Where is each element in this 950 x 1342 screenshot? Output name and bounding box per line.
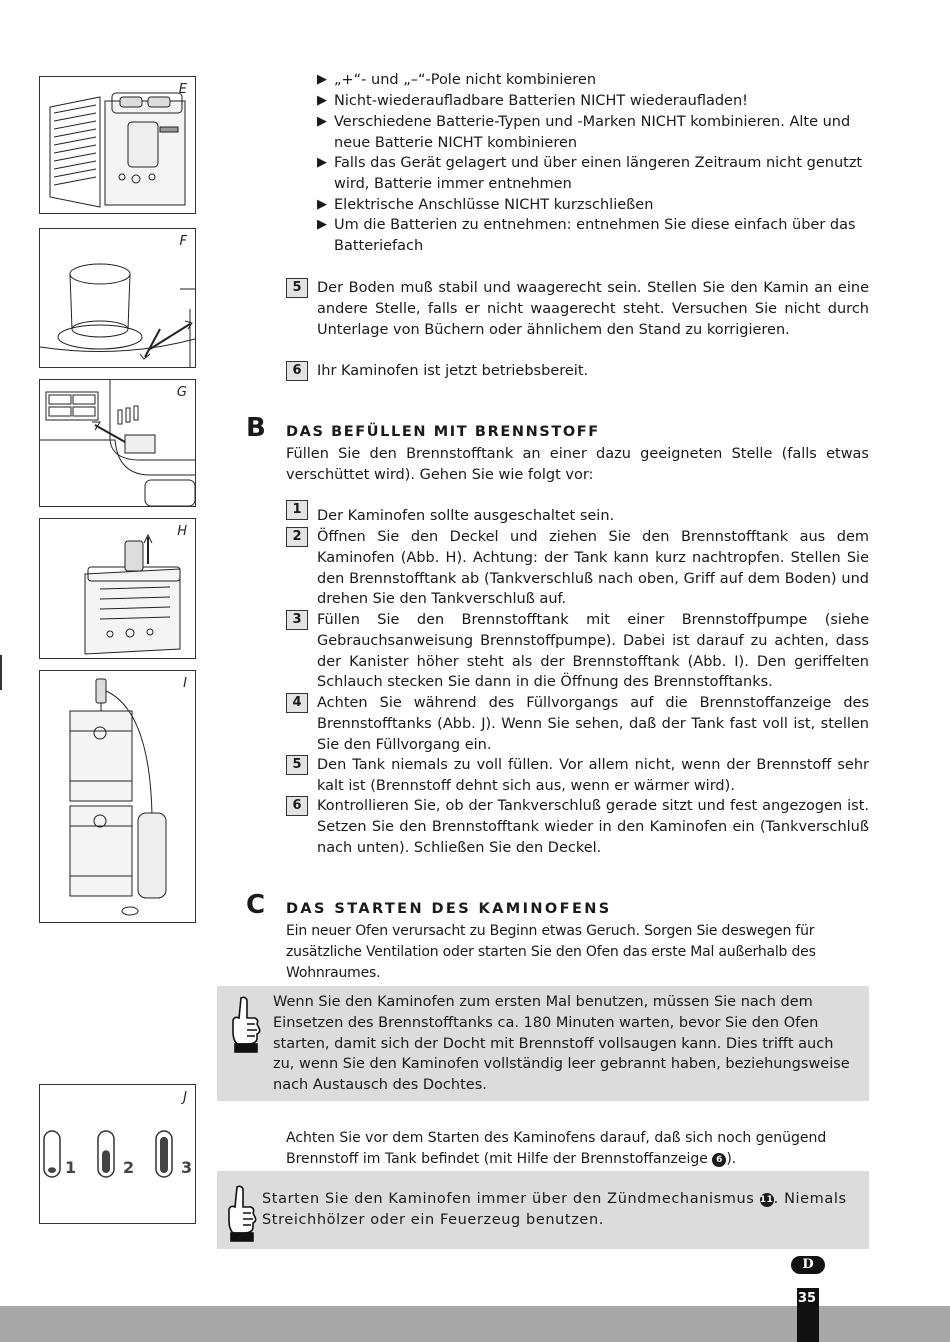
arrow-bullet-icon: ▶	[317, 217, 327, 232]
step-number: 5	[286, 278, 308, 298]
warning-item: ▶ Falls das Gerät gelagert und über einen längeren Zeitraum nicht genutzt wird, Batterie immer entnehmen	[317, 155, 863, 192]
section-letter-c: C	[246, 890, 266, 920]
figure-g	[39, 379, 196, 507]
section-title-b: DAS BEFÜLLEN MIT BRENNSTOFF	[286, 424, 600, 440]
arrow-bullet-icon: ▶	[317, 93, 327, 108]
arrow-bullet-icon: ▶	[317, 114, 327, 129]
figure-label: I	[183, 676, 187, 691]
fuel-gauge-2-fill	[102, 1150, 110, 1173]
figure-h	[39, 518, 196, 659]
pointing-hand-icon	[227, 994, 265, 1056]
step-item	[286, 361, 869, 382]
gauge-number-3: 3	[181, 1158, 193, 1177]
language-badge: D	[791, 1256, 825, 1274]
step-text: Achten Sie während des Füllvorgangs auf die Brennstoffanzeige des Brennstofftanks (Abb. J). Wenn Sie sehen, daß der Tank fast voll ist, stellen Sie den Füllvorgang ein.	[317, 695, 869, 753]
step-item	[286, 755, 869, 797]
fuel-gauge-illustration	[40, 1085, 195, 1223]
gauge-number-2: 2	[123, 1158, 135, 1177]
figure-label: J	[183, 1090, 187, 1105]
arrow-bullet-icon: ▶	[317, 197, 327, 212]
step-text: Der Boden muß stabil und waagerecht sein. Stellen Sie den Kamin an eine andere Stelle, falls er nicht waagerecht steht. Versuchen Sie nicht durch Unterlage von Büchern oder ähnlichem den Stand zu korrigieren.	[317, 280, 869, 338]
step-text: Öffnen Sie den Deckel und ziehen Sie den Brennstofftank aus dem Kaminofen (Abb. H). Achtung: der Tank kann kurz nachtropfen. Stellen Sie den Brennstofftank ab (Tankverschluß nach oben, Griff auf dem Boden) und drehen Sie den Tankverschluß auf.	[317, 529, 869, 608]
fuel-pump-illustration	[40, 671, 195, 922]
step-text: Den Tank niemals zu voll füllen. Vor allem nicht, wenn der Brennstoff sehr kalt ist (Brennstoff dehnt sich aus, wenn er wärmer wird).	[317, 757, 869, 794]
section-letter-b: B	[246, 413, 266, 443]
step-text: Der Kaminofen sollte ausgeschaltet sein.	[317, 508, 615, 524]
figure-label: F	[179, 234, 187, 249]
warning-item: ▶ Elektrische Anschlüsse NICHT kurzschließen	[317, 195, 869, 216]
note-box-ignition	[217, 1171, 869, 1249]
figure-e	[39, 76, 196, 214]
warning-item: ▶ Verschiedene Batterie-Typen und -Marken NICHT kombinieren. Alte und neue Batterie NICHT kombinieren	[317, 114, 851, 151]
step-number: 1	[286, 500, 308, 520]
note-text: Wenn Sie den Kaminofen zum ersten Mal benutzen, müssen Sie nach dem Einsetzen des Brennstofftanks ca. 180 Minuten warten, bevor Sie den Ofen starten, damit sich der Docht mit Brennstoff vollsaugen kann. Dies trifft auch zu, wenn Sie den Kaminofen vollständig leer gebrannt haben, beziehungsweise nach Austausch des Dochtes.	[273, 994, 850, 1094]
step-number: 6	[286, 796, 308, 816]
step-text: Ihr Kaminofen ist jetzt betriebsbereit.	[317, 363, 589, 379]
page-number: 35	[798, 1291, 817, 1306]
section-intro-c: Ein neuer Ofen verursacht zu Beginn etwas Geruch. Sorgen Sie deswegen für zusätzliche Ventilation oder starten Sie den Ofen das erste Mal außerhalb des Wohnraumes.	[286, 923, 816, 981]
reference-number-icon: 6	[712, 1153, 726, 1167]
fuel-gauge-3-fill	[160, 1137, 168, 1173]
arrow-bullet-icon: ▶	[317, 155, 327, 170]
fuel-gauge-1-fill	[48, 1167, 56, 1173]
figure-label: E	[178, 82, 187, 97]
step-number: 4	[286, 693, 308, 713]
warning-item: ▶ „+“- und „–“-Pole nicht kombinieren	[317, 70, 869, 91]
step-number: 6	[286, 361, 308, 381]
note-text: Starten Sie den Kaminofen immer über den Zündmechanismus 11. Niemals Streichhölzer oder ein Feuerzeug benutzen.	[262, 1191, 847, 1228]
step-text: Kontrollieren Sie, ob der Tankverschluß gerade sitzt und fest angezogen ist. Setzen Sie den Brennstofftank wieder in den Kaminofen ein (Tankverschluß nach unten). Schließen Sie den Deckel.	[317, 798, 869, 856]
tank-cap-illustration	[40, 229, 195, 367]
warning-item: ▶ Um die Batterien zu entnehmen: entnehmen Sie diese einfach über das Batteriefach	[317, 217, 856, 254]
step-number: 3	[286, 610, 308, 630]
remove-tank-illustration	[40, 519, 195, 658]
figure-label: G	[176, 385, 187, 400]
arrow-bullet-icon: ▶	[317, 72, 327, 87]
step-item	[286, 527, 869, 610]
step-text: Füllen Sie den Brennstofftank mit einer Brennstoffpumpe (siehe Gebrauchsanweisung Brennstoffpumpe). Dabei ist darauf zu achten, dass der Kanister höher steht als der Brennstofftank (Abb. I). Den geriffelten Schlauch stecken Sie dann in die Öffnung des Brennstofftanks.	[317, 612, 869, 691]
gauge-number-1: 1	[65, 1158, 77, 1177]
heater-door-open-illustration	[40, 77, 195, 213]
note-box-first-use	[217, 986, 869, 1101]
section-intro-b: Füllen Sie den Brennstofftank an einer dazu geeigneten Stelle (falls etwas verschüttet wird). Gehen Sie wie folgt vor:	[286, 446, 869, 483]
step-item	[286, 693, 869, 755]
margin-mark	[0, 655, 2, 690]
figure-i	[39, 670, 196, 923]
figure-label: H	[177, 524, 187, 539]
figure-f	[39, 228, 196, 368]
reference-number-icon: 11	[759, 1195, 774, 1205]
step-number: 2	[286, 527, 308, 547]
pointing-hand-icon	[223, 1183, 261, 1245]
step-item	[286, 796, 869, 858]
warning-item: ▶ Nicht-wiederaufladbare Batterien NICHT wiederaufladen!	[317, 91, 869, 112]
step-item	[286, 278, 869, 340]
step-item	[286, 500, 869, 527]
fuel-check-paragraph: Achten Sie vor dem Starten des Kaminofens darauf, daß sich noch genügend Brennstoff im Tank befindet (mit Hilfe der Brennstoffanzeige 6 ).	[286, 1130, 827, 1167]
section-title-c: DAS STARTEN DES KAMINOFENS	[286, 901, 612, 917]
battery-compartment-illustration	[40, 380, 195, 506]
step-item	[286, 610, 869, 693]
figure-j	[39, 1084, 196, 1224]
step-number: 5	[286, 755, 308, 775]
